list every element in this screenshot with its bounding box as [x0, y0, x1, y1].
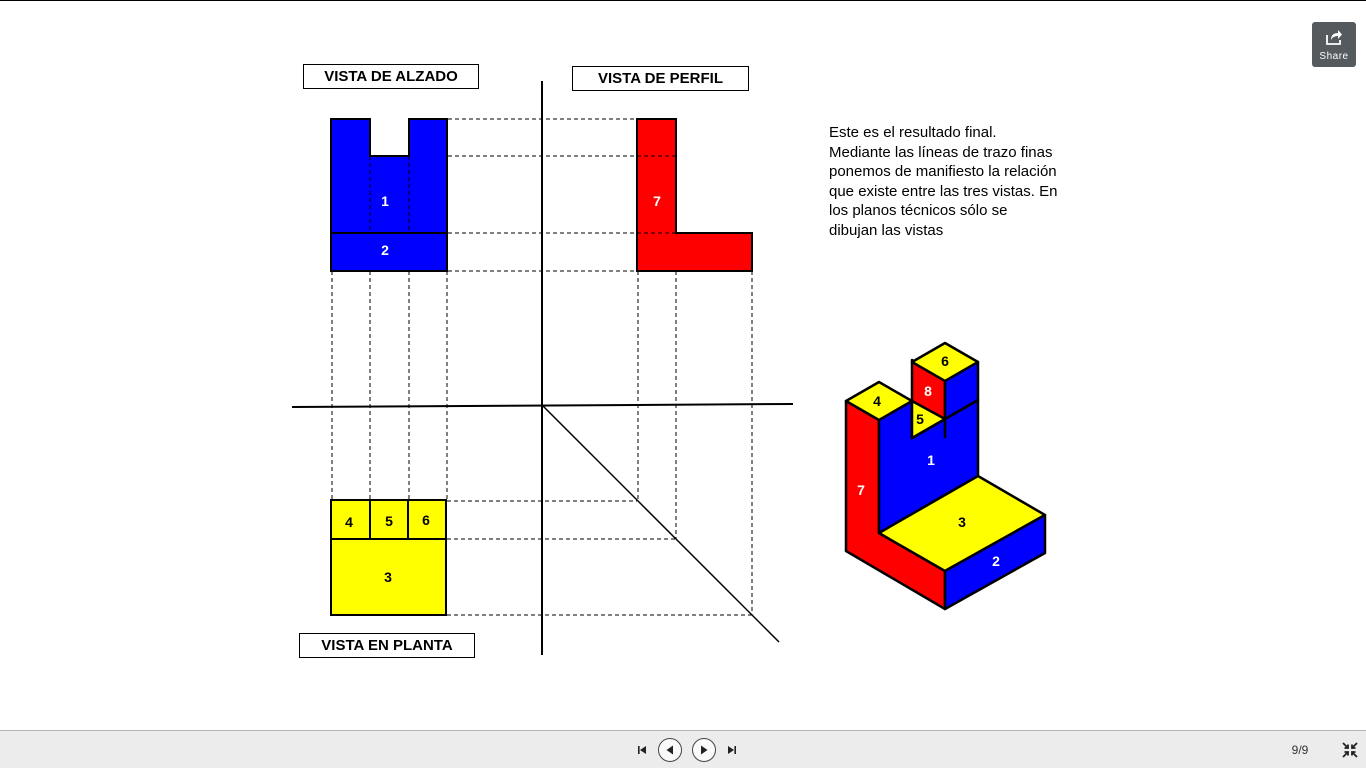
previous-slide-icon: [664, 744, 676, 756]
top-face-3: 3: [384, 569, 392, 585]
top-face-4: 4: [345, 514, 353, 530]
share-label: Share: [1319, 51, 1349, 62]
exit-fullscreen-icon: [1342, 742, 1358, 758]
first-slide-icon: [636, 744, 648, 756]
side-face-7: 7: [653, 193, 661, 209]
top-face-6: 6: [422, 512, 430, 528]
next-slide-button[interactable]: [690, 731, 718, 769]
description-text: Este es el resultado final. Mediante las líneas de trazo finas ponemos de manifiesto la relación que existe entre las tres vistas. En los planos técnicos sólo se dibujan las vistas: [829, 124, 1058, 239]
front-face-2: 2: [381, 242, 389, 258]
top-face-5: 5: [385, 513, 393, 529]
last-slide-button[interactable]: [724, 731, 740, 769]
exit-fullscreen-button[interactable]: [1338, 731, 1362, 769]
front-view-label: VISTA DE ALZADO: [303, 64, 479, 89]
previous-slide-button[interactable]: [656, 731, 684, 769]
iso-face-5: 5: [916, 411, 924, 427]
next-slide-icon: [698, 744, 710, 756]
iso-face-3: 3: [958, 514, 966, 530]
side-view-label: VISTA DE PERFIL: [572, 66, 749, 91]
front-view: [331, 119, 447, 271]
presentation-controls: [0, 730, 1366, 768]
last-slide-icon: [726, 744, 738, 756]
orthographic-drawing: [0, 1, 1366, 730]
share-icon: [1325, 29, 1343, 46]
iso-face-4: 4: [873, 393, 881, 409]
iso-face-2: 2: [992, 553, 1000, 569]
iso-face-7: 7: [857, 482, 865, 498]
diagonal-line: [542, 405, 779, 642]
page-indicator: 9/9: [1291, 743, 1309, 757]
iso-face-1: 1: [927, 452, 935, 468]
iso-face-8: 8: [924, 383, 932, 399]
iso-face-6: 6: [941, 353, 949, 369]
front-face-1: 1: [381, 193, 389, 209]
next-slide-circle: [692, 738, 716, 762]
previous-slide-circle: [658, 738, 682, 762]
first-slide-button[interactable]: [634, 731, 650, 769]
isometric-view: [846, 343, 1045, 609]
top-view-label: VISTA EN PLANTA: [299, 633, 475, 658]
share-button[interactable]: [1312, 22, 1356, 67]
presentation-slide: [0, 1, 1366, 730]
